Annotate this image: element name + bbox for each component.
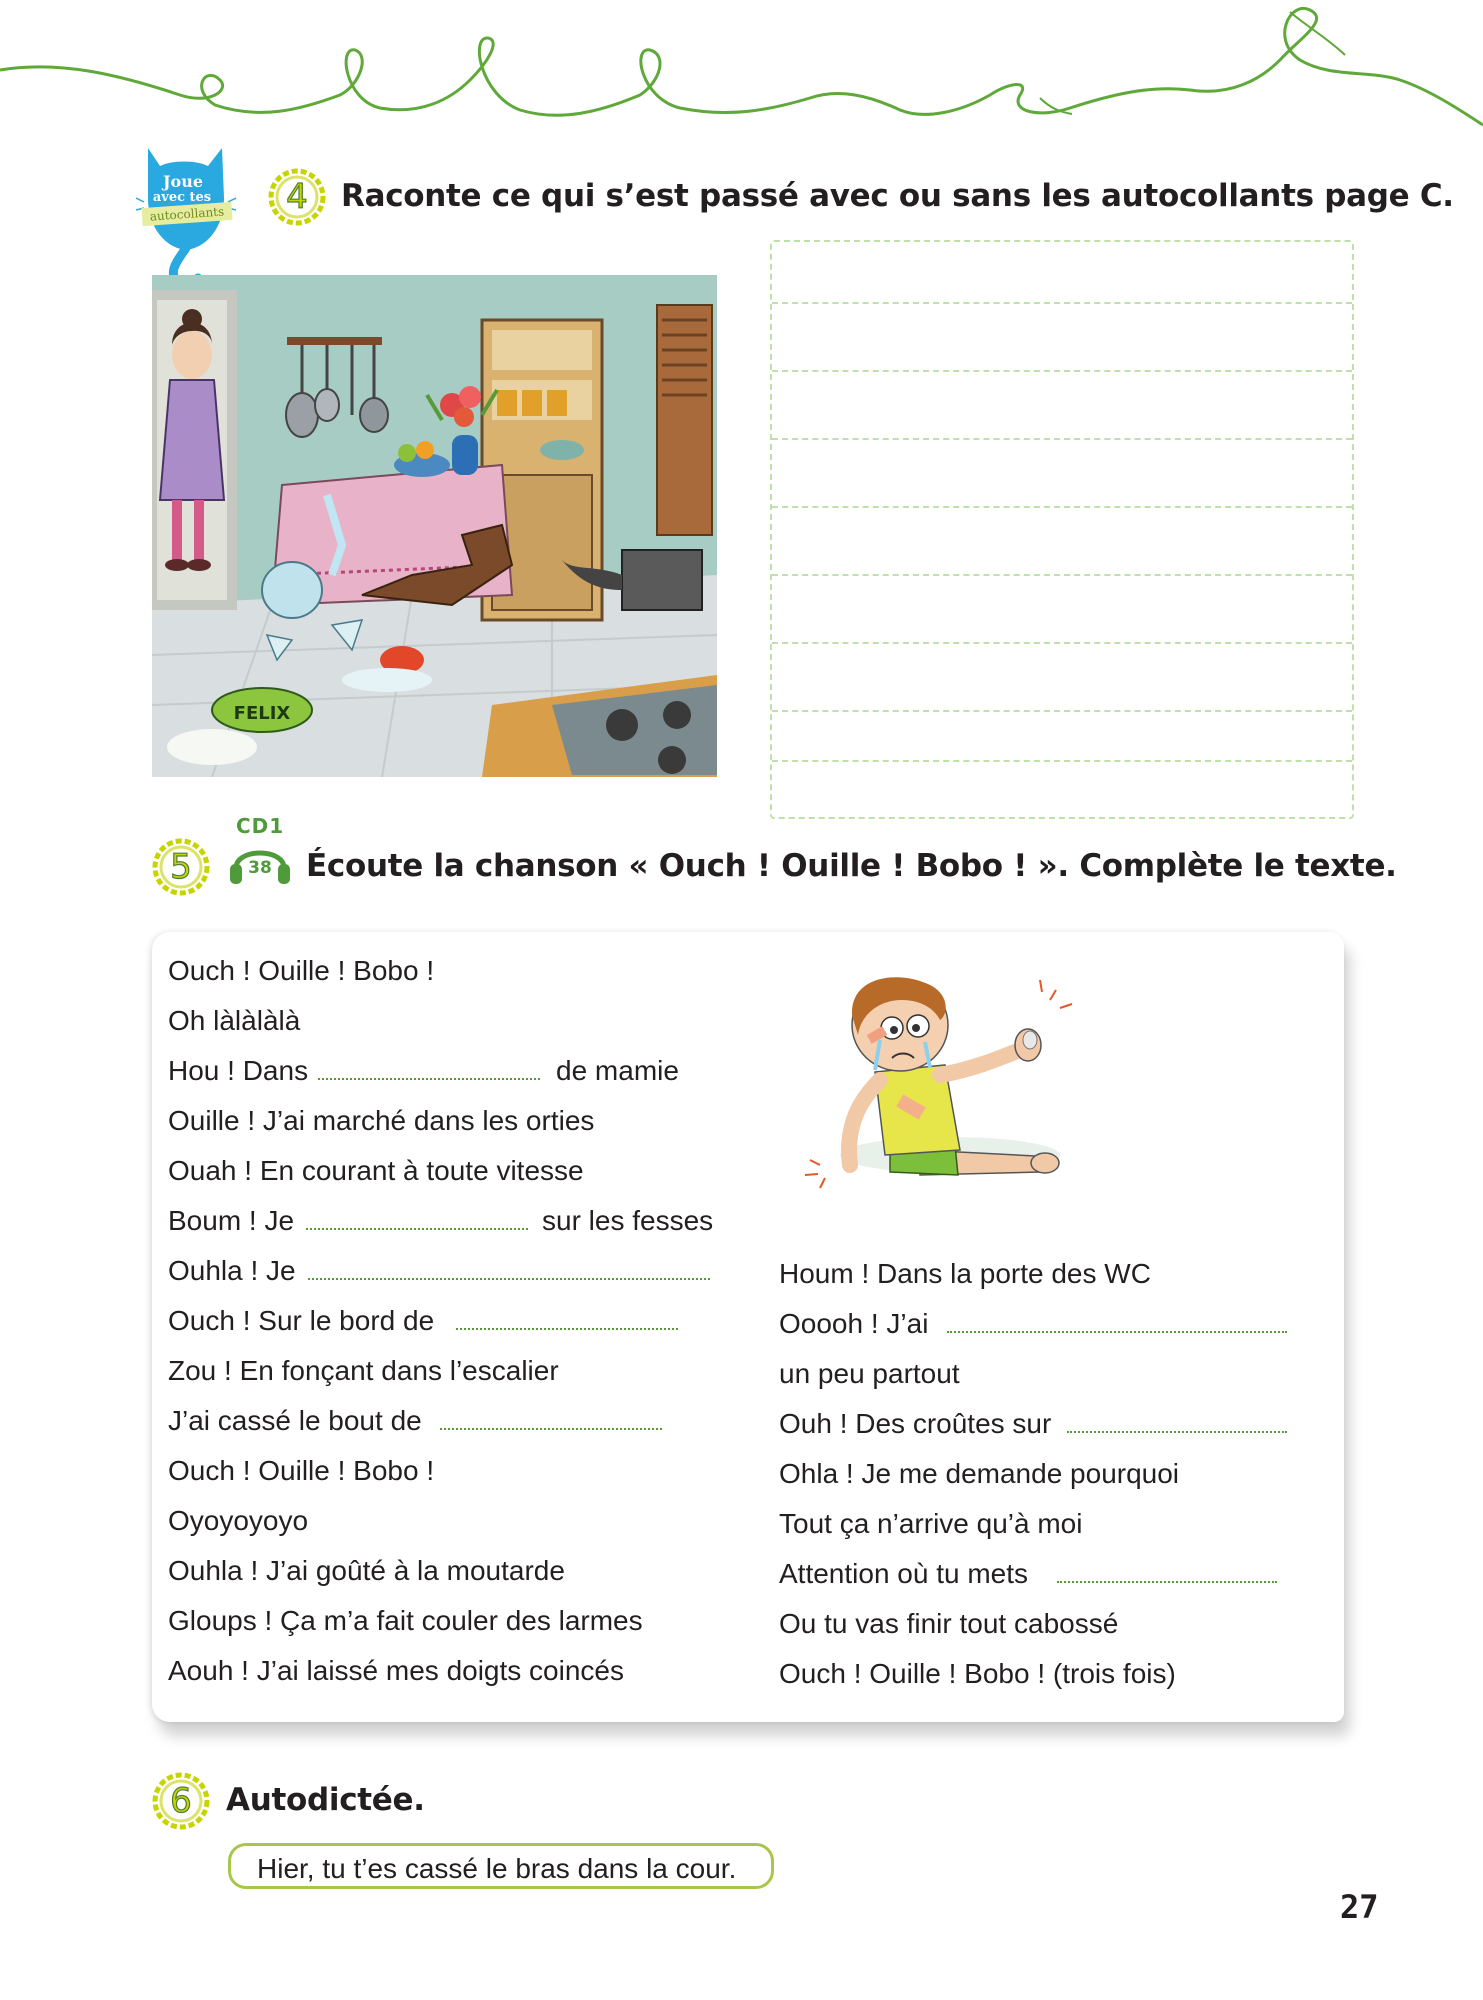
cat-bowl-label: FELIX: [233, 703, 291, 724]
blank-field[interactable]: [1067, 1431, 1287, 1433]
lyric-line: Ouh ! Des croûtes sur: [779, 1408, 1052, 1439]
lyric-line: Houm ! Dans la porte des WC: [779, 1258, 1151, 1289]
cd-track-number: 38: [248, 858, 272, 878]
writing-line: [772, 760, 1352, 762]
blank-field[interactable]: [456, 1328, 678, 1330]
lyric-line: Attention où tu mets: [779, 1558, 1029, 1589]
blank-field[interactable]: [1057, 1581, 1277, 1583]
lyric-line: Zou ! En fonçant dans l’escalier: [168, 1355, 559, 1386]
lyric-line: Ouille ! J’ai marché dans les orties: [168, 1105, 595, 1136]
sticker-line-1: Joue: [162, 172, 204, 191]
writing-line: [772, 710, 1352, 712]
exercise-5-instruction: Écoute la chanson « Ouch ! Ouille ! Bobo ! ». Complète le texte.: [306, 848, 1397, 884]
lyric-line: Aouh ! J’ai laissé mes doigts coincés: [168, 1655, 624, 1686]
exercise-6-number-badge: [152, 1772, 210, 1830]
exercise-5-number-badge: [152, 838, 210, 896]
cd-label: CD1: [236, 814, 285, 838]
lyric-line: Ou tu vas finir tout cabossé: [779, 1608, 1119, 1639]
lyric-line-end: sur les fesses: [542, 1205, 714, 1236]
writing-line: [772, 642, 1352, 644]
blank-field[interactable]: [306, 1228, 528, 1230]
writing-line: [772, 506, 1352, 508]
lyric-line: Ooooh ! J’ai: [779, 1308, 929, 1339]
blank-field[interactable]: [318, 1078, 540, 1080]
sticker-line-3: autocollants: [141, 202, 232, 226]
blank-field[interactable]: [308, 1278, 710, 1280]
writing-line: [772, 438, 1352, 440]
lyric-line: Ouch ! Sur le bord de: [168, 1305, 435, 1336]
exercise-4-instruction: Raconte ce qui s’est passé avec ou sans les autocollants page C.: [341, 178, 1454, 214]
writing-line: [772, 302, 1352, 304]
lyric-line: Ouch ! Ouille ! Bobo ! (trois fois): [779, 1658, 1176, 1689]
lyric-line: un peu partout: [779, 1358, 960, 1389]
blank-field[interactable]: [440, 1428, 662, 1430]
blank-field[interactable]: [947, 1331, 1287, 1333]
lyric-line: Oyoyoyoyo: [168, 1505, 309, 1536]
lyric-line: Gloups ! Ça m’a fait couler des larmes: [168, 1605, 643, 1636]
lyric-line: Ouch ! Ouille ! Bobo !: [168, 1455, 435, 1486]
lyric-line: J’ai cassé le bout de: [168, 1405, 422, 1436]
lyric-line: Ouhla ! J’ai goûté à la moutarde: [168, 1555, 565, 1586]
hurt-boy-illustration: [780, 960, 1100, 1230]
writing-line: [772, 370, 1352, 372]
dictation-sentence: Hier, tu t’es cassé le bras dans la cour.: [228, 1843, 774, 1889]
decorative-vine: [0, 0, 1483, 160]
lyric-line: Ouah ! En courant à toute vitesse: [168, 1155, 584, 1186]
exercise-4-number-badge: [268, 168, 326, 226]
page-number: 27: [1340, 1888, 1379, 1926]
lyric-line: Boum ! Je: [168, 1205, 295, 1236]
lyric-line: Ouhla ! Je: [168, 1255, 296, 1286]
lyric-line: Hou ! Dans: [168, 1055, 309, 1086]
kitchen-scene-illustration: [152, 275, 717, 777]
exercise-5-number: 5: [170, 847, 192, 887]
lyric-line: Oh làlàlàlà: [168, 1005, 301, 1036]
lyric-line-end: de mamie: [556, 1055, 679, 1086]
exercise-6-instruction: Autodictée.: [226, 1782, 425, 1818]
exercise-6-number: 6: [170, 1781, 192, 1821]
sticker-line-2: avec tes: [152, 190, 212, 205]
writing-line: [772, 574, 1352, 576]
writing-area[interactable]: [770, 240, 1354, 819]
exercise-4-number: 4: [286, 177, 308, 217]
lyric-line: Ouch ! Ouille ! Bobo !: [168, 955, 435, 986]
lyric-line: Ohla ! Je me demande pourquoi: [779, 1458, 1180, 1489]
lyric-line: Tout ça n’arrive qu’à moi: [779, 1508, 1083, 1539]
